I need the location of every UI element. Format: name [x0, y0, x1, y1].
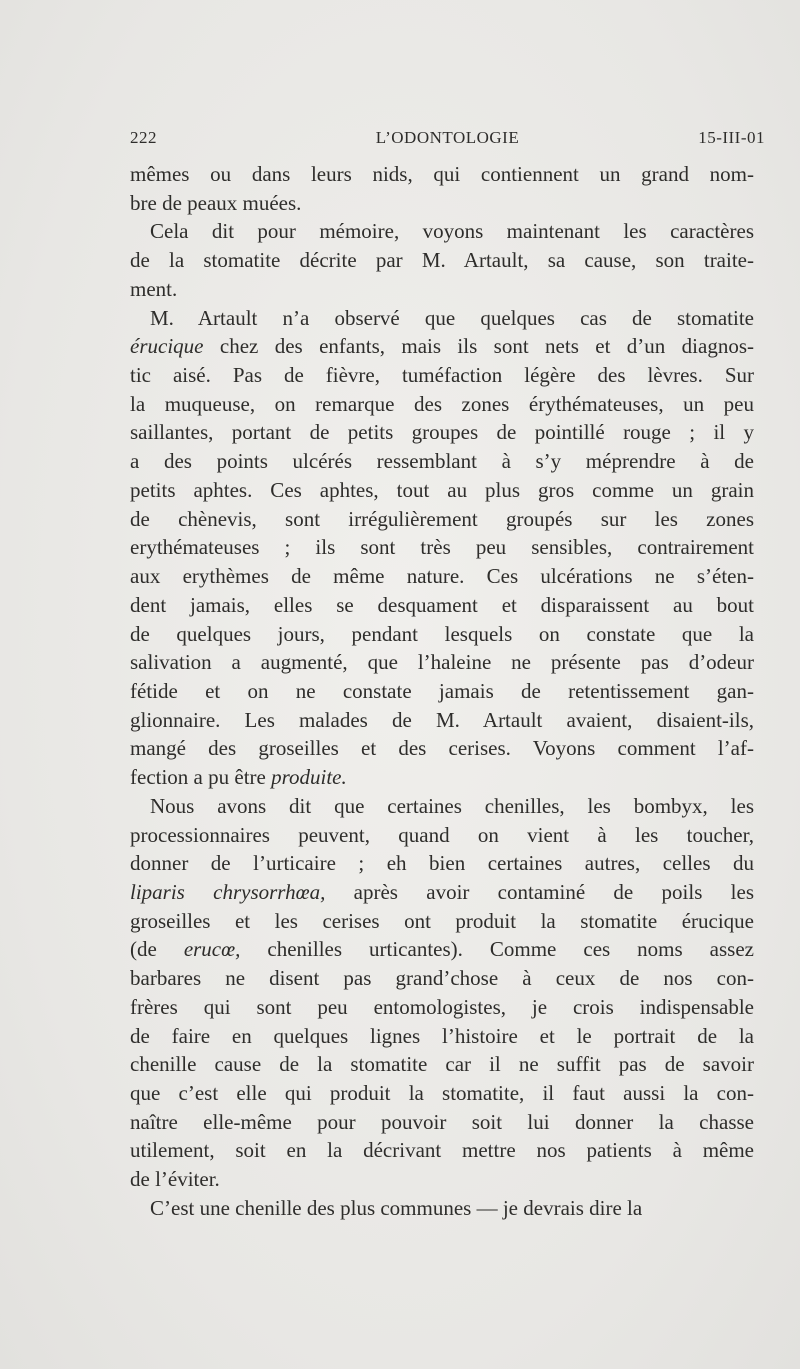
- text-run: chenille cause de la stomatite car il ne suffit pas de savoir: [130, 1052, 754, 1077]
- text-line: [130, 160, 754, 189]
- text-line: [130, 562, 754, 591]
- text-line: [130, 246, 754, 275]
- text-run: fection a pu être: [130, 765, 272, 790]
- text-line: [130, 418, 754, 447]
- text-line: [130, 677, 754, 706]
- text-run: (de: [130, 937, 184, 962]
- text-run: donner de l’urticaire ; eh bien certaines autres, celles du: [130, 851, 754, 876]
- text-run: mangé des groseilles et des cerises. Voyons comment l’af-: [130, 736, 754, 761]
- text-run: mêmes ou dans leurs nids, qui contiennent un grand nom-: [130, 162, 754, 186]
- text-run: que c’est elle qui produit la stomatite, il faut aussi la con-: [130, 1081, 754, 1105]
- text-run: petits aphtes. Ces aphtes, tout au plus gros comme un grain: [130, 477, 754, 502]
- text-run: salivation a augmenté, que l’haleine ne présente pas d’odeur: [130, 650, 754, 675]
- text-run: barbares ne disent pas grand’chose à ceux de nos con-: [130, 966, 754, 991]
- text-line: [130, 648, 754, 677]
- text-run: erythémateuses ; ils sont très peu sensibles, contrairement: [130, 535, 754, 560]
- text-line: [130, 332, 754, 361]
- text-line: [130, 993, 754, 1022]
- text-run: de quelques jours, pendant lesquels on constate que la: [130, 621, 754, 646]
- running-head: [130, 128, 765, 152]
- text-line: [130, 189, 754, 218]
- text-line: [130, 821, 754, 850]
- italic-text-run: produite.: [271, 765, 347, 790]
- text-run: tic aisé. Pas de fièvre, tuméfaction légère des lèvres. Sur: [130, 363, 754, 388]
- text-line: [130, 935, 754, 964]
- text-line: [130, 1136, 754, 1165]
- text-line: [130, 217, 754, 246]
- text-line: [130, 620, 754, 649]
- text-run: ment.: [130, 276, 178, 301]
- text-run: de l’éviter.: [130, 1167, 220, 1192]
- text-run: aux erythèmes de même nature. Ces ulcérations ne s’éten-: [130, 564, 754, 589]
- text-line: [130, 1079, 754, 1108]
- text-line: [130, 792, 754, 821]
- text-line: [130, 447, 754, 476]
- text-run: frères qui sont peu entomologistes, je crois indispensable: [130, 994, 754, 1019]
- text-run: naître elle-même pour pouvoir soit lui donner la chasse: [130, 1109, 754, 1134]
- text-run: Cela dit pour mémoire, voyons maintenant les caractères: [150, 219, 754, 244]
- text-run: dent jamais, elles se desquament et disparaissent au bout: [130, 592, 754, 617]
- text-line: [130, 1050, 754, 1079]
- text-run: fétide et on ne constate jamais de retentissement gan-: [130, 678, 754, 703]
- text-line: [130, 763, 754, 792]
- text-run: de chènevis, sont irrégulièrement groupés sur les zones: [130, 506, 754, 531]
- text-line: [130, 878, 754, 907]
- text-line: [130, 505, 754, 534]
- text-run: la muqueuse, on remarque des zones érythémateuses, un peu: [130, 391, 754, 416]
- text-line: [130, 964, 754, 993]
- text-line: [130, 361, 754, 390]
- text-run: groseilles et les cerises ont produit la stomatite érucique: [130, 908, 754, 933]
- issue-date: 15-III-01: [698, 128, 765, 147]
- italic-text-run: erucœ,: [183, 937, 241, 962]
- text-run: chez des enfants, mais ils sont nets et d’un diagnos-: [203, 334, 754, 359]
- journal-title: L’ODONTOLOGIE: [375, 128, 520, 147]
- text-run: de faire en quelques lignes l’histoire et le portrait de la: [130, 1023, 754, 1048]
- text-line: [130, 390, 754, 419]
- text-run: glionnaire. Les malades de M. Artault avaient, disaient-ils,: [130, 707, 754, 732]
- text-line: [130, 907, 754, 936]
- text-run: chenilles urticantes). Comme ces noms assez: [240, 937, 754, 962]
- page-number: 222: [130, 128, 157, 147]
- text-run: M. Artault n’a observé que quelques cas de stomatite: [150, 305, 754, 330]
- text-line: [130, 476, 754, 505]
- italic-text-run: liparis chrysorrhœa,: [130, 879, 326, 904]
- text-line: [130, 1165, 754, 1194]
- text-line: [130, 1022, 754, 1051]
- text-line: [130, 1194, 754, 1223]
- text-line: [130, 849, 754, 878]
- text-run: utilement, soit en la décrivant mettre nos patients à même: [130, 1138, 754, 1163]
- text-line: [130, 591, 754, 620]
- text-run: Nous avons dit que certaines chenilles, les bombyx, les: [150, 793, 754, 818]
- text-run: après avoir contaminé de poils les: [325, 879, 754, 904]
- body-text: [130, 160, 754, 1223]
- text-run: de la stomatite décrite par M. Artault, sa cause, son traite-: [130, 248, 754, 273]
- text-run: a des points ulcérés ressemblant à s’y méprendre à de: [130, 449, 754, 474]
- text-line: [130, 706, 754, 735]
- text-run: processionnaires peuvent, quand on vient à les toucher,: [130, 822, 754, 847]
- italic-text-run: érucique: [130, 334, 204, 359]
- text-line: [130, 304, 754, 333]
- text-run: C’est une chenille des plus communes — je devrais dire la: [150, 1195, 643, 1220]
- text-line: [130, 533, 754, 562]
- text-line: [130, 275, 754, 304]
- text-run: saillantes, portant de petits groupes de pointillé rouge ; il y: [130, 420, 754, 445]
- text-line: [130, 734, 754, 763]
- text-run: bre de peaux muées.: [130, 190, 302, 215]
- text-line: [130, 1108, 754, 1137]
